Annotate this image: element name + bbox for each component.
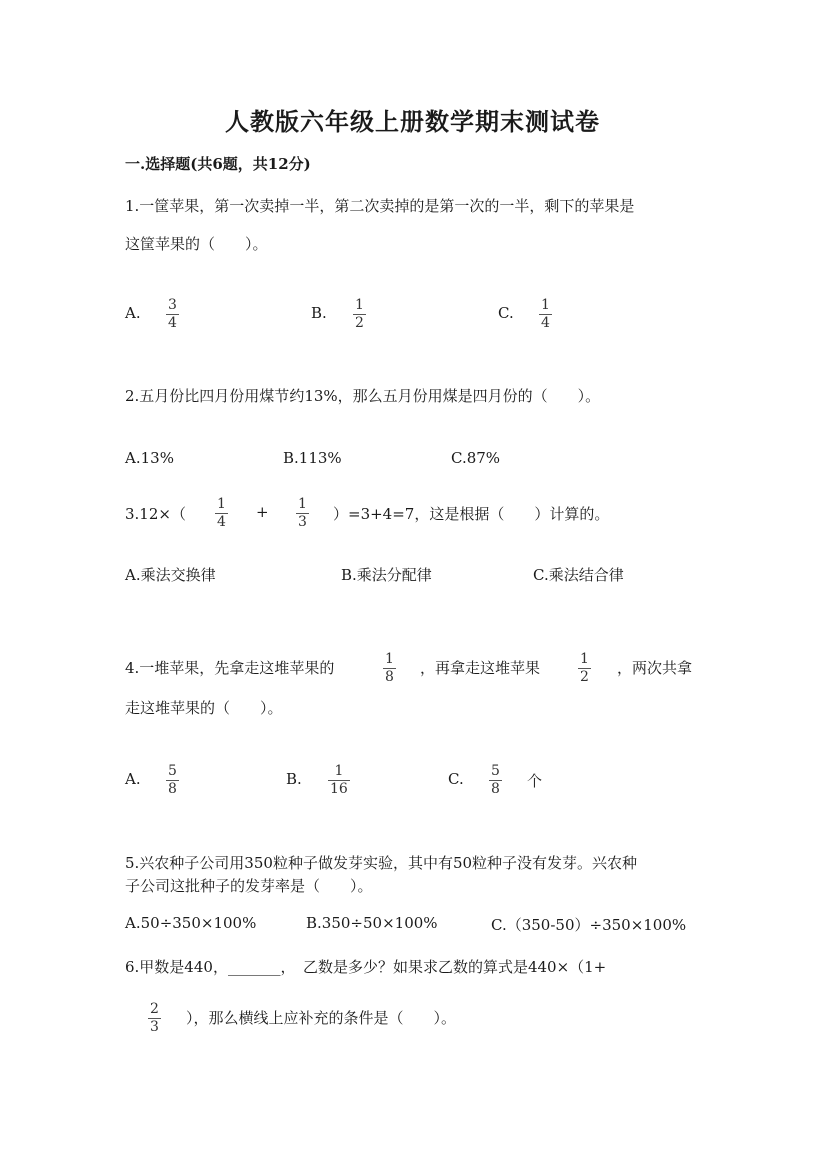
option-c-fraction bbox=[489, 764, 502, 797]
option-b-fraction bbox=[328, 764, 350, 797]
question-3-suffix: ）=3+4=7，这是根据（ ）计算的。 bbox=[333, 505, 610, 523]
denominator: 8 bbox=[491, 781, 500, 797]
option-c-fraction bbox=[539, 298, 552, 331]
option-a-fraction bbox=[166, 764, 179, 797]
numerator: 1 bbox=[580, 651, 589, 667]
option-c-label: C. bbox=[448, 770, 464, 788]
option-c: C.乘法结合律 bbox=[533, 566, 624, 584]
numerator: 5 bbox=[491, 763, 500, 779]
denominator: 16 bbox=[330, 781, 348, 797]
denominator: 8 bbox=[385, 669, 394, 685]
numerator: 2 bbox=[150, 1001, 159, 1017]
option-a-label: A. bbox=[125, 770, 141, 788]
option-c-label: C. bbox=[498, 304, 514, 322]
option-b: B.350÷50×100% bbox=[306, 914, 438, 932]
question-1-line-2: 这筐苹果的（ ）。 bbox=[125, 235, 268, 253]
option-c-suffix: 个 bbox=[527, 772, 543, 790]
option-b-fraction bbox=[353, 298, 366, 331]
numerator: 1 bbox=[385, 651, 394, 667]
option-b-label: B. bbox=[311, 304, 327, 322]
question-1-line-1: 1.一筐苹果，第一次卖掉一半，第二次卖掉的是第一次的一半，剩下的苹果是 bbox=[125, 197, 635, 215]
option-a-label: A. bbox=[125, 304, 141, 322]
question-4-part-1: 4.一堆苹果，先拿走这堆苹果的 bbox=[125, 659, 335, 677]
question-6-fraction bbox=[148, 1002, 161, 1035]
denominator: 4 bbox=[541, 315, 550, 331]
numerator: 3 bbox=[168, 297, 177, 313]
denominator: 8 bbox=[168, 781, 177, 797]
question-5-line-2: 子公司这批种子的发芽率是（ ）。 bbox=[125, 877, 373, 895]
option-a-fraction bbox=[166, 298, 179, 331]
section-heading: 一.选择题(共6题，共12分) bbox=[125, 155, 311, 173]
option-a: A.50÷350×100% bbox=[125, 914, 257, 932]
question-3-fraction-1 bbox=[215, 497, 228, 530]
option-b: B.乘法分配律 bbox=[341, 566, 432, 584]
option-a: A.13% bbox=[125, 449, 174, 467]
question-4-fraction-2 bbox=[578, 652, 591, 685]
option-c: C.87% bbox=[451, 449, 501, 467]
page-title: 人教版六年级上册数学期末测试卷 bbox=[225, 107, 600, 136]
numerator: 1 bbox=[541, 297, 550, 313]
question-6-line-1: 6.甲数是440，_______， 乙数是多少？如果求乙数的算式是440×（1+ bbox=[125, 958, 607, 976]
question-4-part-2: ，再拿走这堆苹果 bbox=[420, 659, 541, 677]
numerator: 1 bbox=[334, 763, 344, 779]
question-4-part-3: ，两次共拿 bbox=[617, 659, 693, 677]
numerator: 1 bbox=[355, 297, 364, 313]
question-5-line-1: 5.兴农种子公司用350粒种子做发芽实验，其中有50粒种子没有发芽。兴农种 bbox=[125, 854, 638, 872]
numerator: 1 bbox=[298, 496, 307, 512]
option-c: C.（350-50）÷350×100% bbox=[491, 916, 687, 934]
question-3-prefix: 3.12×（ bbox=[125, 505, 186, 523]
denominator: 3 bbox=[150, 1019, 159, 1035]
question-4-fraction-1 bbox=[383, 652, 396, 685]
plus-sign: + bbox=[256, 503, 269, 521]
numerator: 5 bbox=[168, 763, 177, 779]
option-b-label: B. bbox=[286, 770, 302, 788]
question-2-line-1: 2.五月份比四月份用煤节约13%，那么五月份用煤是四月份的（ ）。 bbox=[125, 387, 601, 405]
denominator: 4 bbox=[168, 315, 177, 331]
denominator: 4 bbox=[217, 514, 226, 530]
question-6-line-2: ），那么横线上应补充的条件是（ ）。 bbox=[186, 1009, 457, 1027]
denominator: 2 bbox=[355, 315, 364, 331]
question-3-fraction-2 bbox=[296, 497, 309, 530]
option-a: A.乘法交换律 bbox=[125, 566, 216, 584]
denominator: 3 bbox=[298, 514, 307, 530]
question-4-line-2: 走这堆苹果的（ ）。 bbox=[125, 699, 283, 717]
option-b: B.113% bbox=[283, 449, 342, 467]
denominator: 2 bbox=[580, 669, 589, 685]
numerator: 1 bbox=[217, 496, 226, 512]
